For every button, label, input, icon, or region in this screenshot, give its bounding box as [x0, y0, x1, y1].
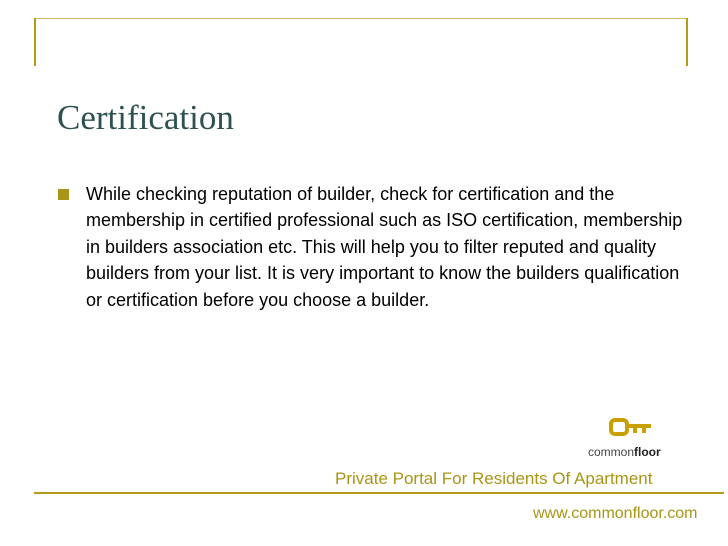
footer-tagline: Private Portal For Residents Of Apartment	[335, 469, 653, 488]
footer-url[interactable]: www.commonfloor.com	[533, 505, 698, 522]
logo-prefix: common	[588, 445, 635, 459]
logo-suffix: floor	[634, 445, 661, 459]
footer-line	[34, 492, 724, 494]
frame-right-line	[686, 18, 688, 66]
slide-title: Certification	[57, 98, 234, 137]
frame-left-line	[34, 18, 36, 66]
frame-top-line	[34, 18, 688, 19]
bullet-icon	[58, 189, 69, 200]
slide-body-text: While checking reputation of builder, check for certification and the membership in certified professional such as ISO certification, membership in builders association etc. This will help you to filter reputed and quality builders from your list. It is very important to know the builders qualification or certification before you choose a builder.	[86, 184, 683, 310]
commonfloor-logo-text	[588, 445, 661, 459]
